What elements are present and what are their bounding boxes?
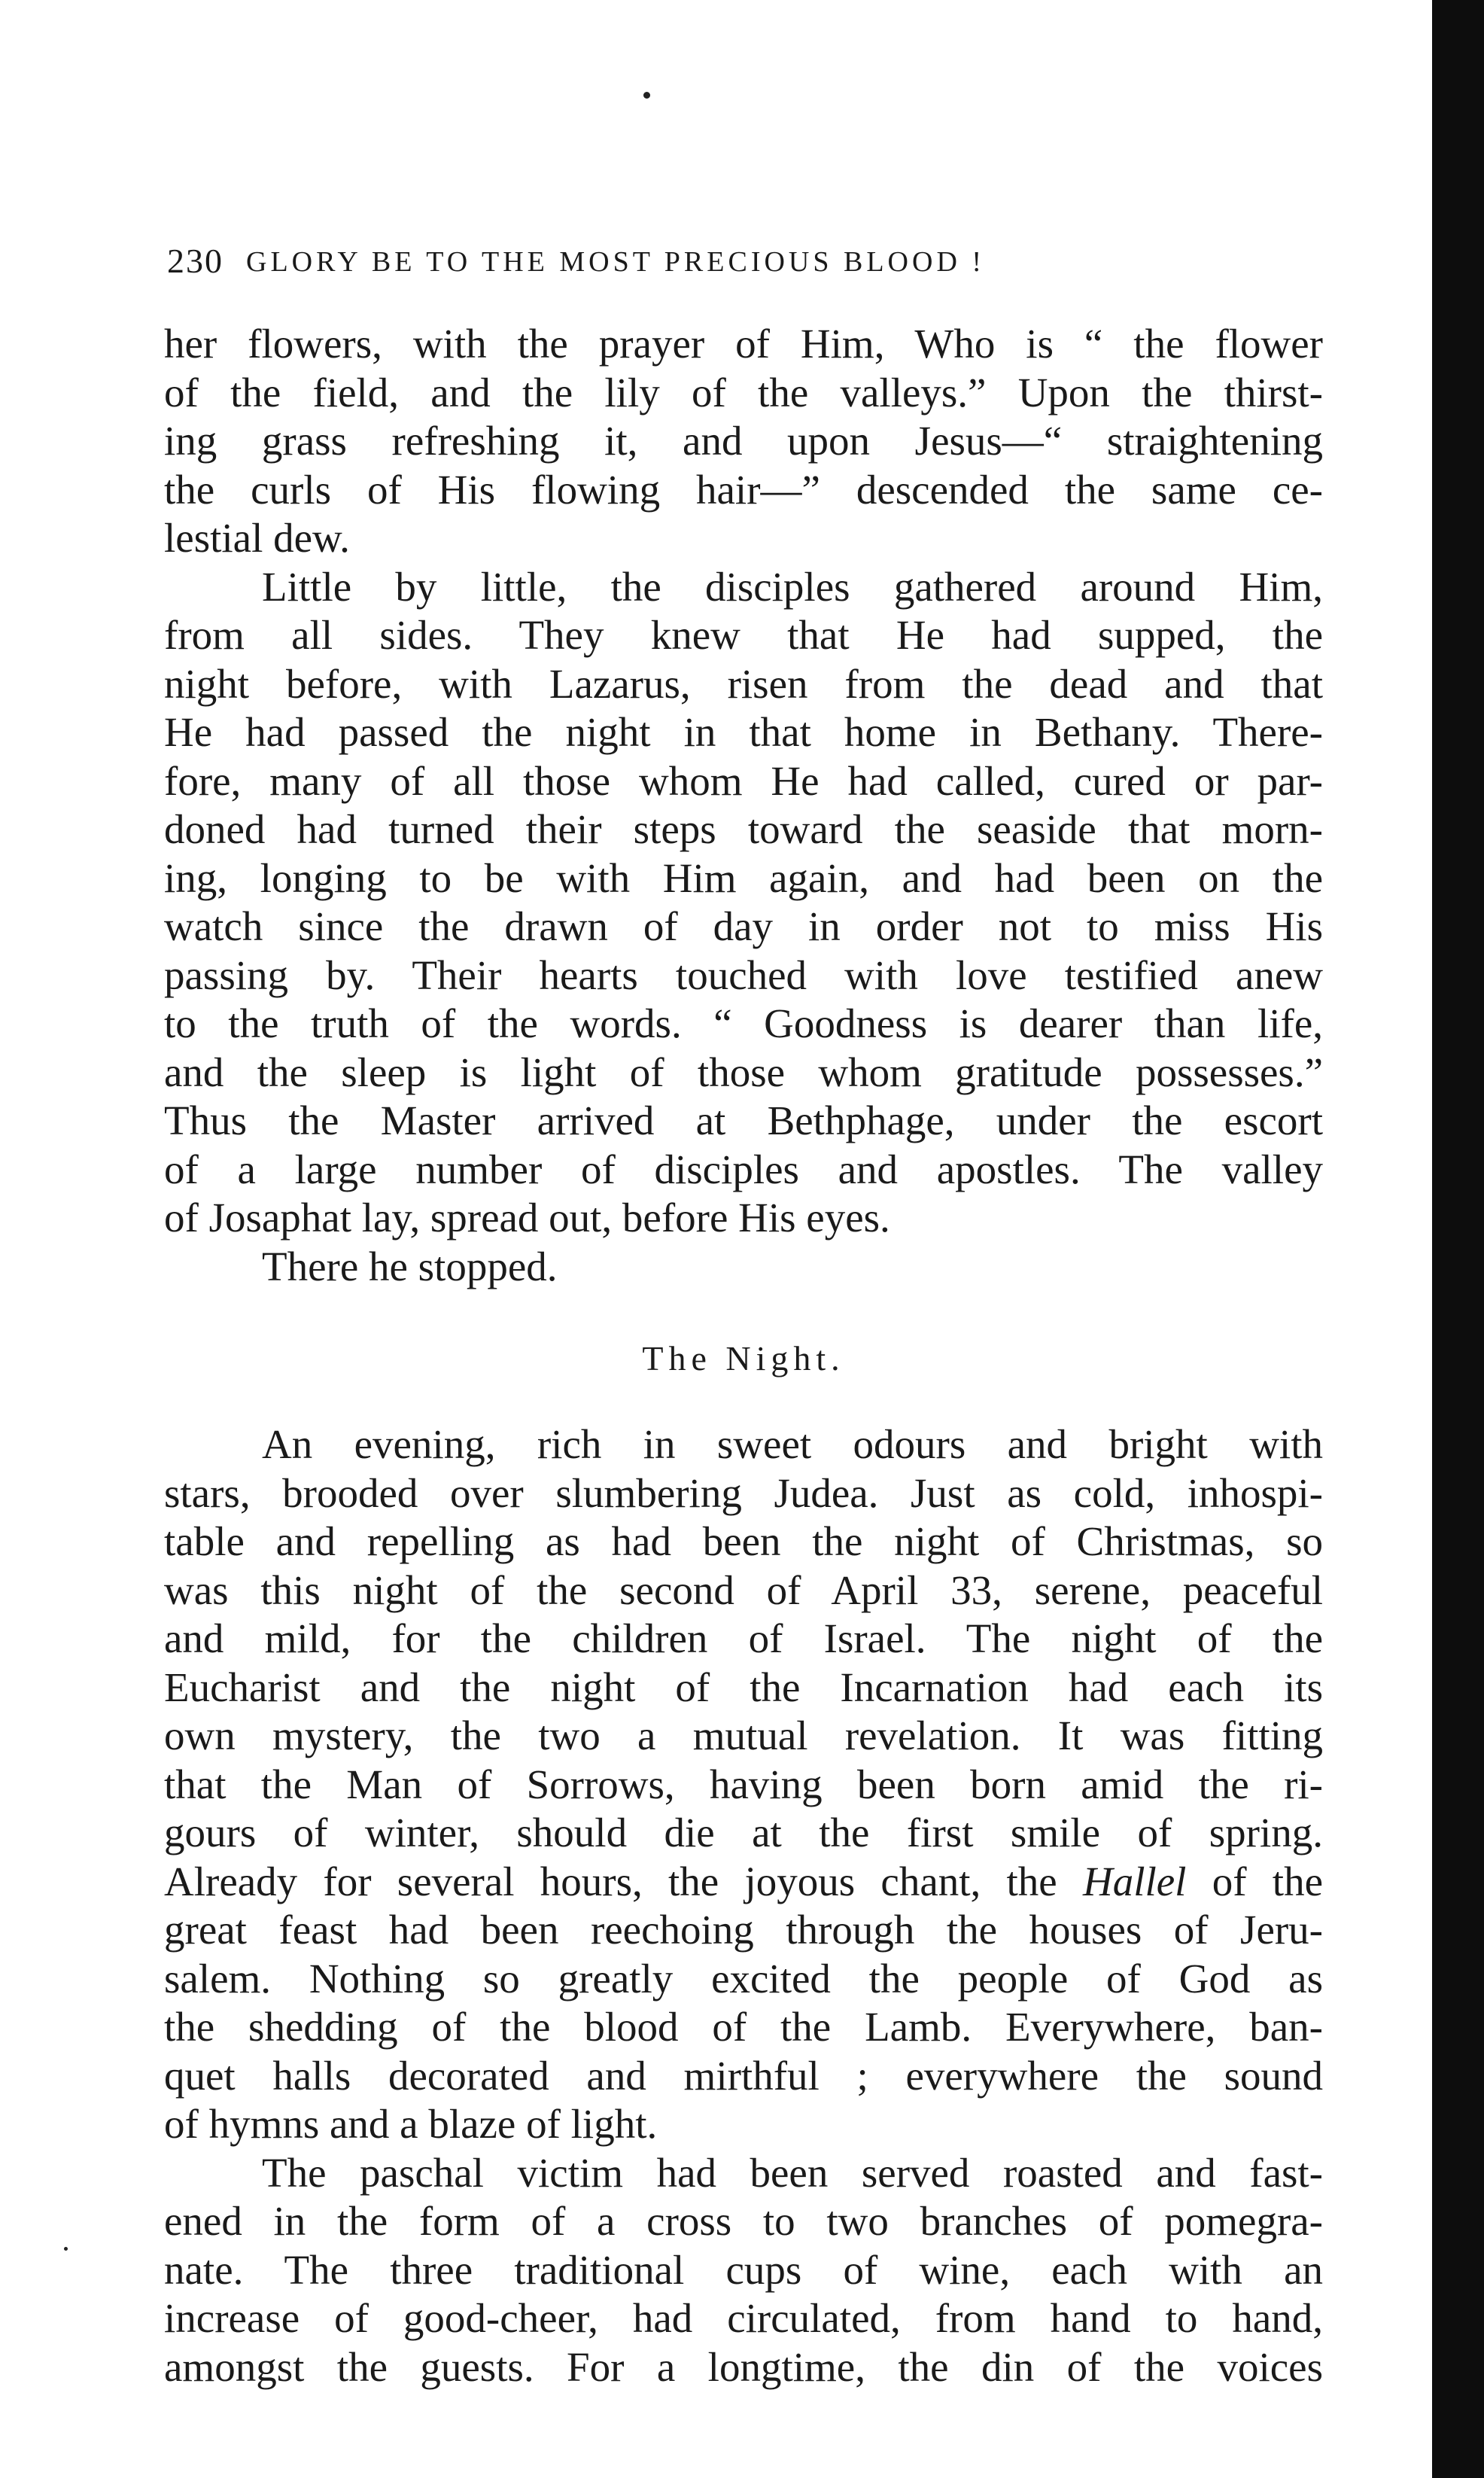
scan-speck [64, 2247, 68, 2251]
text-line: of a large number of disciples and apostles. The valley [164, 1146, 1323, 1192]
text-line: gours of winter, should die at the first smile of spring. [164, 1810, 1323, 1855]
text-line: the shedding of the blood of the Lamb. Everywhere, ban- [164, 2004, 1323, 2050]
text-line: Little by little, the disciples gathered around Him, [262, 563, 1323, 610]
text-line: and the sleep is light of those whom gratitude possesses.” [164, 1049, 1323, 1095]
text-line: There he stopped. [262, 1243, 558, 1289]
section-heading: The Night. [642, 1339, 845, 1378]
paragraph [164, 2149, 1323, 2392]
text-line: Thus the Master arrived at Bethphage, under the escort [164, 1097, 1323, 1143]
text-line: Eucharist and the night of the Incarnation had each its [164, 1664, 1323, 1710]
text-line: table and repelling as had been the night of Christmas, so [164, 1518, 1323, 1564]
running-title: GLORY BE TO THE MOST PRECIOUS BLOOD ! [246, 246, 986, 278]
paragraph [164, 1243, 1323, 1292]
text-line: quet halls decorated and mirthful ; everywhere the sound [164, 2052, 1323, 2099]
text-line: He had passed the night in that home in Bethany. There- [164, 709, 1323, 755]
text-line: the curls of His flowing hair—” descended the same ce- [164, 466, 1323, 513]
text-line: salem. Nothing so greatly excited the people of God as [164, 1955, 1323, 2002]
text-line: that the Man of Sorrows, having been born amid the ri- [164, 1761, 1323, 1807]
paragraph [164, 1420, 1323, 2149]
text-line: The paschal victim had been served roasted and fast- [262, 2149, 1323, 2196]
page-body [164, 320, 1323, 2391]
text-line: of the field, and the lily of the valleys.” Upon the thirst- [164, 369, 1323, 416]
text-line-with-italic [164, 1858, 1323, 1907]
text-line: passing by. Their hearts touched with love testified anew [164, 951, 1323, 998]
running-header [167, 241, 1326, 286]
text-line: ing, longing to be with Him again, and had been on the [164, 854, 1323, 901]
text-line: ened in the form of a cross to two branches of pomegra- [164, 2198, 1323, 2244]
text-fragment: Already for several hours, the joyous chant, the [164, 1858, 1057, 1904]
italic-word: Hallel [1082, 1858, 1187, 1904]
text-line: and mild, for the children of Israel. The night of the [164, 1615, 1323, 1661]
text-line: amongst the guests. For a longtime, the din of the voices [164, 2343, 1323, 2390]
text-line: to the truth of the words. “ Goodness is dearer than life, [164, 1000, 1323, 1046]
text-line: fore, many of all those whom He had called, cured or par- [164, 757, 1323, 804]
text-fragment: of the [1212, 1858, 1324, 1904]
text-line: An evening, rich in sweet odours and bright with [262, 1421, 1323, 1467]
page-number: 230 [167, 242, 224, 280]
text-line: night before, with Lazarus, risen from the dead and that [164, 660, 1323, 707]
text-line: was this night of the second of April 33, serene, peaceful [164, 1566, 1323, 1613]
text-line: watch since the drawn of day in order not to miss His [164, 903, 1323, 949]
text-line: from all sides. They knew that He had supped, the [164, 612, 1323, 658]
text-line: of hymns and a blaze of light. [164, 2101, 658, 2147]
paragraph [164, 563, 1323, 1243]
text-line: stars, brooded over slumbering Judea. Just as cold, inhospi- [164, 1469, 1323, 1516]
text-line: great feast had been reechoing through the houses of Jeru- [164, 1907, 1323, 1953]
text-line: doned had turned their steps toward the seaside that morn- [164, 806, 1323, 852]
text-line: of Josaphat lay, spread out, before His eyes. [164, 1195, 890, 1241]
text-line: own mystery, the two a mutual revelation. It was fitting [164, 1712, 1323, 1758]
text-line: lestial dew. [164, 515, 350, 561]
text-line: nate. The three traditional cups of wine, each with an [164, 2246, 1323, 2293]
text-line: ing grass refreshing it, and upon Jesus—“ straightening [164, 418, 1323, 464]
scan-speck [643, 92, 650, 99]
text-line: increase of good-cheer, had circulated, from hand to hand, [164, 2295, 1323, 2341]
paragraph [164, 320, 1323, 563]
scan-edge-bar [1432, 0, 1484, 2478]
text-line: her flowers, with the prayer of Him, Who is “ the flower [164, 321, 1323, 367]
